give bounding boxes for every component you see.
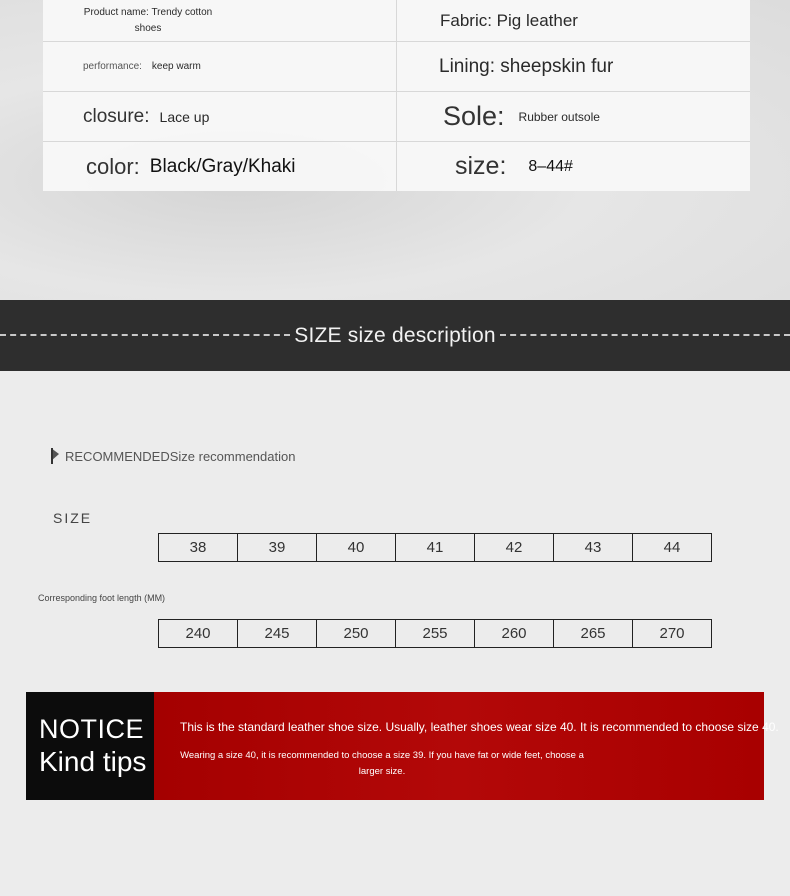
flag-marker-icon — [50, 448, 61, 464]
performance-label: performance: — [83, 61, 142, 72]
foot-length-cell-value: 240 — [158, 619, 238, 648]
tip-line-2: Wearing a size 40, it is recommended to choose a size 39. If you have fat or wide feet, choose a larger size. — [180, 750, 584, 777]
product-attributes-section — [0, 0, 790, 300]
banner-dashed-line-left — [0, 334, 290, 336]
size-description-banner — [0, 300, 790, 371]
fabric-text: Fabric: Pig leather — [440, 10, 578, 30]
color-value: Black/Gray/Khaki — [149, 155, 296, 177]
attributes-row — [43, 0, 750, 42]
performance-cell — [83, 42, 201, 91]
foot-length-grid — [158, 619, 712, 648]
size-cell-value: 39 — [237, 533, 317, 562]
banner-title: SIZE size description — [294, 323, 496, 347]
performance-value: keep warm — [151, 61, 201, 72]
size-label: size: — [455, 152, 507, 180]
attributes-row — [43, 92, 750, 142]
attributes-table — [43, 0, 750, 191]
foot-length-cell-value: 245 — [237, 619, 317, 648]
size-cell-value: 43 — [553, 533, 633, 562]
foot-length-cell-value: 255 — [395, 619, 475, 648]
notice-box — [26, 692, 779, 800]
size-cell-value: 44 — [632, 533, 712, 562]
foot-length-cell-value: 270 — [632, 619, 712, 648]
product-name-value-cont: shoes — [134, 22, 162, 34]
size-row-label: SIZE — [53, 510, 93, 526]
size-cell-value: 40 — [316, 533, 396, 562]
notice-title: NOTICE — [39, 714, 145, 744]
color-label: color: — [86, 153, 140, 179]
fabric-cell — [440, 0, 578, 41]
tip-line-1: This is the standard leather shoe size. Usually, leather shoes wear size 40. It is recommended to choose size 40. — [180, 720, 779, 734]
sole-label: Sole: — [443, 101, 505, 131]
size-grid — [158, 533, 712, 562]
size-cell — [455, 142, 573, 191]
foot-length-label: Corresponding foot length (MM) — [38, 593, 166, 603]
size-cell-value: 42 — [474, 533, 554, 562]
closure-cell — [83, 92, 209, 141]
product-name-cell — [83, 0, 213, 41]
sole-cell — [443, 92, 600, 141]
kind-tips-title: Kind tips — [39, 746, 147, 777]
attributes-row — [43, 42, 750, 92]
product-name-value: Trendy cotton — [151, 6, 213, 18]
color-cell — [86, 142, 296, 191]
notice-content-block — [154, 692, 779, 800]
size-cell-value: 41 — [395, 533, 475, 562]
size-recommendation-heading — [50, 448, 295, 464]
lining-text: Lining: sheepskin fur — [439, 55, 614, 77]
recommended-label: RECOMMENDEDSize recommendation — [65, 448, 296, 464]
sole-value: Rubber outsole — [518, 109, 600, 124]
foot-length-cell-value: 265 — [553, 619, 633, 648]
product-name-label: Product name: — [83, 6, 149, 18]
attributes-row — [43, 142, 750, 191]
banner-dashed-line-right — [500, 334, 790, 336]
notice-title-block — [26, 692, 154, 800]
closure-label: closure: — [83, 105, 150, 127]
size-cell-value: 38 — [158, 533, 238, 562]
foot-length-cell-value: 250 — [316, 619, 396, 648]
lining-cell — [439, 42, 613, 91]
foot-length-cell-value: 260 — [474, 619, 554, 648]
closure-value: Lace up — [159, 108, 210, 125]
size-value: 8–44# — [528, 157, 573, 175]
